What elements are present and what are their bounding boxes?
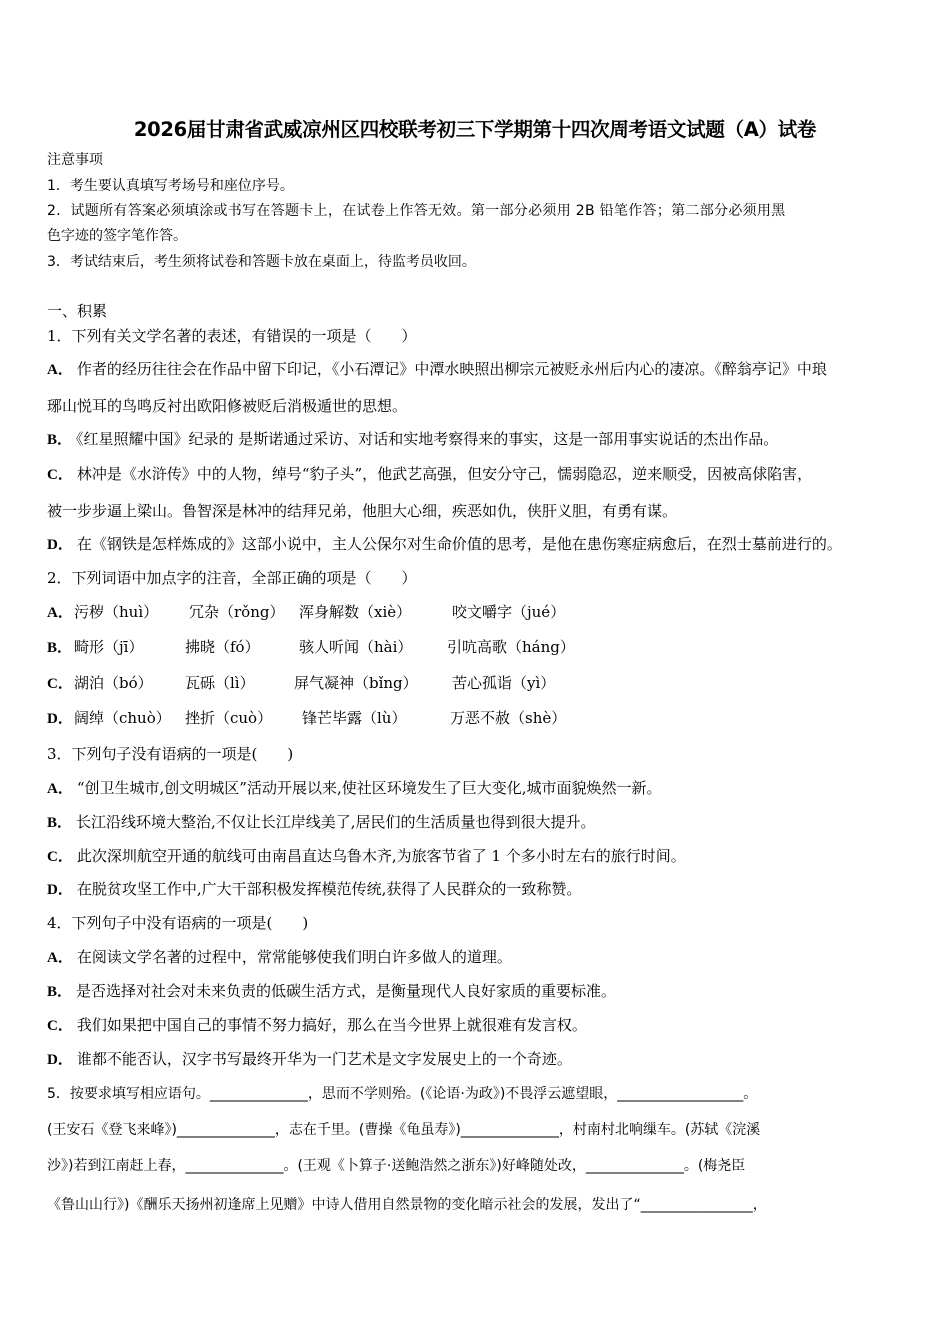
option-line	[47, 359, 827, 380]
option-text: 作者的经历往往会在作品中留下印记，《小石潭记》中潭水映照出柳宗元被贬永州后内心的凄凉。《醉翁亭记》中琅	[76, 360, 827, 378]
option-label: C．	[47, 849, 73, 865]
question-stem: 4．下列句子中没有语病的一项是( )	[47, 914, 309, 932]
word: 骇人听闻（hài）	[299, 638, 413, 656]
notice-item: 色字迹的签字笔作答。	[47, 228, 187, 244]
option-text: 在《钢铁是怎样炼成的》这部小说中，主人公保尔对生命价值的思考，是他在患伤寒症病愈后，在烈士墓前进行的。	[76, 535, 842, 553]
pinyin-option-row	[47, 708, 907, 729]
option-label: A．	[47, 605, 73, 621]
option-label: D．	[47, 882, 73, 898]
option-text: 长江沿线环境大整治,不仅让长江岸线美了,居民们的生活质量也得到很大提升。	[76, 813, 596, 831]
option-label: A．	[47, 781, 73, 797]
word: 苦心孤诣（yì）	[452, 674, 556, 692]
fill-in-line: 《鲁山山行》)《酬乐天扬州初逢席上见赠》中诗人借用自然景物的变化暗示社会的发展，发出了“________________，	[47, 1197, 767, 1213]
option-line	[47, 464, 812, 485]
notice-item: 3．考试结束后，考生须将试卷和答题卡放在桌面上，待监考员收回。	[47, 254, 476, 270]
word: 湖泊（bó）	[74, 674, 153, 692]
fill-in-line: 沙》)若到江南赶上春，______________。(王观《卜算子·送鲍浩然之浙东》)好峰随处改，______________。(梅尧臣	[47, 1158, 746, 1174]
option-line	[47, 1015, 587, 1036]
option-label: B．	[47, 984, 73, 1000]
word: 浑身解数（xiè）	[299, 603, 412, 621]
option-label: C．	[47, 676, 73, 692]
section-heading: 一、积累	[47, 302, 108, 320]
option-text: 我们如果把中国自己的事情不努力搞好，那么在当今世界上就很难有发言权。	[76, 1016, 587, 1034]
word: 锋芒毕露（lù）	[302, 709, 407, 727]
option-label: B．	[47, 640, 73, 656]
option-line	[47, 981, 616, 1002]
option-label: A．	[47, 950, 73, 966]
word: 万恶不赦（shè）	[450, 709, 567, 727]
option-line	[47, 1049, 572, 1070]
option-label: B．	[47, 815, 73, 831]
option-text: 在脱贫攻坚工作中,广大干部积极发挥模范传统,获得了人民群众的一致称赞。	[76, 880, 582, 898]
word: 阔绰（chuò）	[74, 709, 171, 727]
option-label: D．	[47, 711, 73, 727]
option-label: C．	[47, 467, 73, 483]
option-text: 是否选择对社会对未来负责的低碳生活方式，是衡量现代人良好家质的重要标准。	[76, 982, 617, 1000]
word: 屏气凝神（bǐng）	[294, 674, 418, 692]
option-text: 《红星照耀中国》纪录的 是斯诺通过采访、对话和实地考察得来的事实，这是一部用事实说话的杰出作品。	[76, 430, 779, 448]
option-line	[47, 846, 686, 867]
fill-in-line: (王安石《登飞来峰》)______________，志在千里。(曹操《龟虽寿》)______________，村南村北响缫车。(苏轼《浣溪	[47, 1122, 761, 1138]
notice-item: 2．试题所有答案必须填涂或书写在答题卡上，在试卷上作答无效。第一部分必须用 2B 铅笔作答；第二部分必须用黑	[47, 203, 786, 219]
word: 冗杂（rǒng）	[189, 603, 285, 621]
fill-in-line: 5．按要求填写相应语句。______________，思而不学则殆。(《论语·为政》)不畏浮云遮望眼，__________________。	[47, 1086, 758, 1102]
option-label: D．	[47, 537, 73, 553]
option-label: A．	[47, 362, 73, 378]
question-stem: 1．下列有关文学名著的表述，有错误的一项是（ ）	[47, 327, 417, 345]
option-line	[47, 778, 662, 799]
notice-heading: 注意事项	[47, 152, 103, 168]
word: 污秽（huì）	[74, 603, 159, 621]
pinyin-option-row	[47, 637, 907, 658]
option-line	[47, 396, 407, 416]
word: 拂晓（fó）	[185, 638, 260, 656]
question-stem: 3．下列句子没有语病的一项是( )	[47, 745, 294, 763]
page-title: 2026届甘肃省武威凉州区四校联考初三下学期第十四次周考语文试题（A）试卷	[133, 118, 817, 141]
pinyin-option-row	[47, 602, 907, 623]
notice-item: 1．考生要认真填写考场号和座位序号。	[47, 178, 294, 194]
word: 瓦砾（lì）	[185, 674, 255, 692]
option-line	[47, 501, 677, 521]
option-text: 琊山悦耳的鸟鸣反衬出欧阳修被贬后消极遁世的思想。	[47, 397, 408, 415]
option-text: 被一步步逼上梁山。鲁智深是林冲的结拜兄弟，他胆大心细，疾恶如仇，侠肝义胆，有勇有谋。	[47, 502, 678, 520]
option-label: C．	[47, 1018, 73, 1034]
option-line	[47, 429, 778, 450]
option-line	[47, 812, 596, 833]
option-line	[47, 534, 842, 555]
option-label: D．	[47, 1052, 73, 1068]
word: 挫折（cuò）	[185, 709, 273, 727]
option-text: 在阅读文学名著的过程中，常常能够使我们明白许多做人的道理。	[76, 948, 512, 966]
question-stem: 2．下列词语中加点字的注音，全部正确的项是（ ）	[47, 569, 417, 587]
word: 引吭高歌（háng）	[447, 638, 575, 656]
option-text: “创卫生城市,创文明城区”活动开展以来,使社区环境发生了巨大变化,城市面貌焕然一新。	[76, 779, 662, 797]
option-line	[47, 879, 581, 900]
option-label: B．	[47, 432, 73, 448]
pinyin-option-row	[47, 673, 907, 694]
option-line	[47, 947, 512, 968]
option-text: 林冲是《水浒传》中的人物，绰号“豹子头”，他武艺高强，但安分守己，懦弱隐忍，逆来顺受，因被高俅陷害，	[76, 465, 813, 483]
word: 咬文嚼字（jué）	[452, 603, 566, 621]
word: 畸形（jī）	[74, 638, 144, 656]
option-text: 此次深圳航空开通的航线可由南昌直达乌鲁木齐,为旅客节省了 1 个多小时左右的旅行时间。	[76, 847, 686, 865]
option-text: 谁都不能否认，汉字书写最终开华为一门艺术是文字发展史上的一个奇迹。	[76, 1050, 572, 1068]
